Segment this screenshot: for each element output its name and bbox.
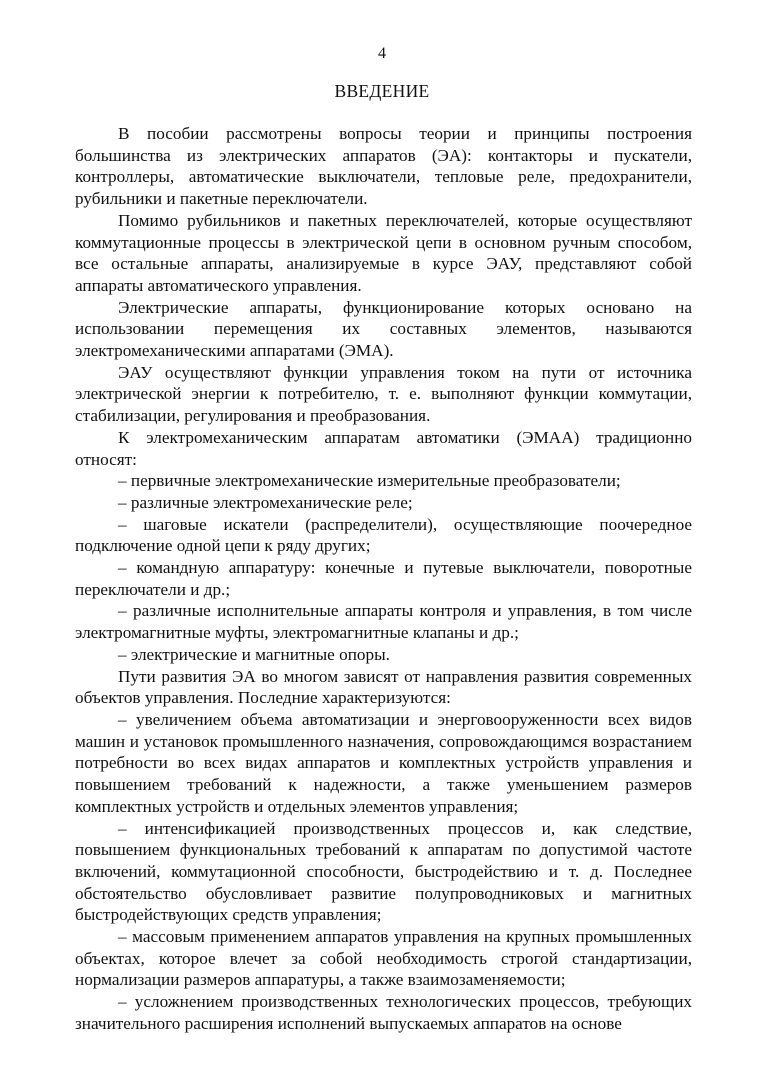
list-item: – массовым применением аппаратов управления на крупных промышленных объектах, которое влечет за собой необходимость строгой стандартизации, нормализации размеров аппаратуры, а также взаимозаменяемости; [75, 927, 692, 990]
paragraph: ЭАУ осуществляют функции управления током на пути от источника электрической энергии к потребителю, т. е. выполняют функции коммутации, стабилизации, регулирования и преобразования. [75, 362, 692, 426]
list-item: – интенсификацией производственных процессов и, как следствие, повышением функциональных требований к аппаратам по допустимой частоте включений, коммутационной способности, быстродействию и т. д. Последнее обстоятельство обусловливает развитие полупроводниковых и магнитных быстродействующих средств управления; [75, 818, 692, 925]
page-number: 4 [378, 45, 386, 62]
list-item: – шаговые искатели (распределители), осуществляющие поочередное подключение одной цепи к ряду других; [75, 514, 692, 556]
paragraph: К электромеханическим аппаратам автоматики (ЭМАА) традиционно относят: [75, 427, 692, 469]
list-item: – увеличением объема автоматизации и энерговооруженности всех видов машин и установок промышленного назначения, сопровождающимся возрастанием потребности во всех видах аппаратов и комплектных устройств управления и повышением требований к надежности, а также уменьшением размеров комплектных устройств и отдельных элементов управления; [75, 709, 692, 816]
list-item: – первичные электромеханические измерительные преобразователи; [118, 471, 621, 491]
list-item: – электрические и магнитные опоры. [118, 644, 390, 664]
paragraph: Помимо рубильников и пакетных переключателей, которые осуществляют коммутационные процессы в электрической цепи в основном ручным способом, все остальные аппараты, анализируемые в курсе ЭАУ, представляют собой аппараты автоматического управления. [75, 210, 692, 295]
list-item: – различные исполнительные аппараты контроля и управления, в том числе электромагнитные муфты, электромагнитные клапаны и др.; [75, 601, 692, 643]
list-item: – усложнением производственных технологических процессов, требующих значительного расширения исполнений выпускаемых аппаратов на основе [75, 992, 692, 1033]
page-title: ВВЕДЕНИЕ [334, 81, 430, 101]
list-item: – командную аппаратуру: конечные и путевые выключатели, поворотные переключатели и др.; [75, 558, 692, 599]
body-text [75, 123, 692, 1035]
paragraph: В пособии рассмотрены вопросы теории и принципы построения большинства из электрических аппаратов (ЭА): контакторы и пускатели, контроллеры, автоматические выключатели, тепловые реле, предохранители, рубильники и пакетные переключатели. [75, 124, 692, 209]
list-item: – различные электромеханические реле; [118, 492, 413, 512]
paragraph: Пути развития ЭА во многом зависят от направления развития современных объектов управления. Последние характеризуются: [75, 666, 692, 708]
paragraph: Электрические аппараты, функционирование которых основано на использовании перемещения их составных элементов, называются электромеханическими аппаратами (ЭМА). [75, 297, 692, 361]
